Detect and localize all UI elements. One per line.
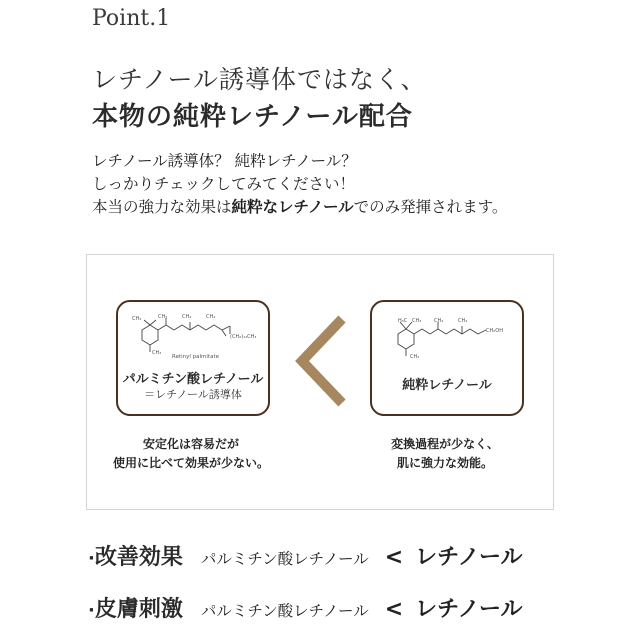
ch3-label: CH₃: [158, 314, 168, 320]
row-symbol: <: [384, 545, 404, 570]
molecule-caption: Retinyl palmitate: [172, 354, 220, 360]
body-line-2: しっかりチェックしてみてください！: [92, 175, 356, 193]
less-than-chevron-icon: [290, 313, 350, 409]
pure-retinol-title: 純粋レチノール: [402, 378, 492, 393]
pure-retinol-card: [370, 300, 524, 416]
comparison-panel: [86, 254, 554, 510]
body-line-3-bold: 純粋なレチノール: [231, 198, 354, 216]
ch3-label: H₃C: [398, 318, 408, 324]
headline-line-2: 本物の純粋レチノール配合: [92, 102, 413, 132]
body-line-3-pre: 本当の強力な効果は: [92, 198, 232, 216]
chain-label: (CH₂)₁₄CH₃: [230, 334, 257, 340]
right-caption-line-1: 変換過程が少なく、: [391, 437, 499, 451]
left-caption-line-1: 安定化は容易だが: [142, 437, 239, 451]
ch3-label: CH₃: [132, 316, 142, 322]
retinyl-palmitate-card: [116, 300, 270, 416]
body-line-1: レチノール誘導体？ 純粋レチノール？: [92, 152, 357, 170]
improvement-effect-row: [88, 540, 523, 574]
point-label: Point.1: [92, 6, 171, 31]
ch3-label: CH₃: [206, 314, 216, 320]
ch3-label: CH₃: [412, 318, 422, 324]
row-label-text: 改善効果: [94, 545, 183, 570]
ch3-label: CH₃: [458, 318, 468, 324]
row-label: [88, 540, 183, 571]
row-left-term: パルミチン酸レチノール: [200, 550, 369, 568]
skin-irritation-row: [88, 592, 523, 626]
right-caption-line-2: 肌に強力な効能。: [396, 456, 493, 470]
body-line-3-post: でのみ発揮されます。: [353, 198, 508, 216]
ch3-label: CH₃: [434, 318, 444, 324]
row-bullet: ·: [88, 600, 95, 621]
ch3-label: CH₃: [182, 314, 192, 320]
body-text: [92, 150, 507, 219]
row-right-term: レチノール: [415, 545, 523, 570]
headline: [92, 62, 427, 136]
headline-line-1: レチノール誘導体ではなく、: [92, 65, 427, 94]
row-right-term: レチノール: [415, 597, 523, 622]
right-caption: [345, 435, 545, 473]
retinol-structure-icon: [374, 308, 520, 368]
row-bullet: ·: [88, 548, 95, 569]
body-line-3: [92, 196, 507, 219]
ch2oh-label: CH₂OH: [486, 328, 503, 334]
row-label: [88, 592, 183, 623]
left-caption-line-2: 使用に比べて効果が少ない。: [112, 456, 269, 470]
row-label-text: 皮膚刺激: [94, 597, 183, 622]
retinyl-palmitate-subtitle: ＝レチノール誘導体: [144, 388, 242, 401]
ch3-label: CH₃: [152, 350, 162, 356]
ch3-label: CH₃: [410, 354, 420, 360]
left-caption: [91, 435, 291, 473]
retinyl-palmitate-title: パルミチン酸レチノール: [122, 372, 264, 387]
row-symbol: <: [384, 597, 404, 622]
row-left-term: パルミチン酸レチノール: [200, 602, 369, 620]
